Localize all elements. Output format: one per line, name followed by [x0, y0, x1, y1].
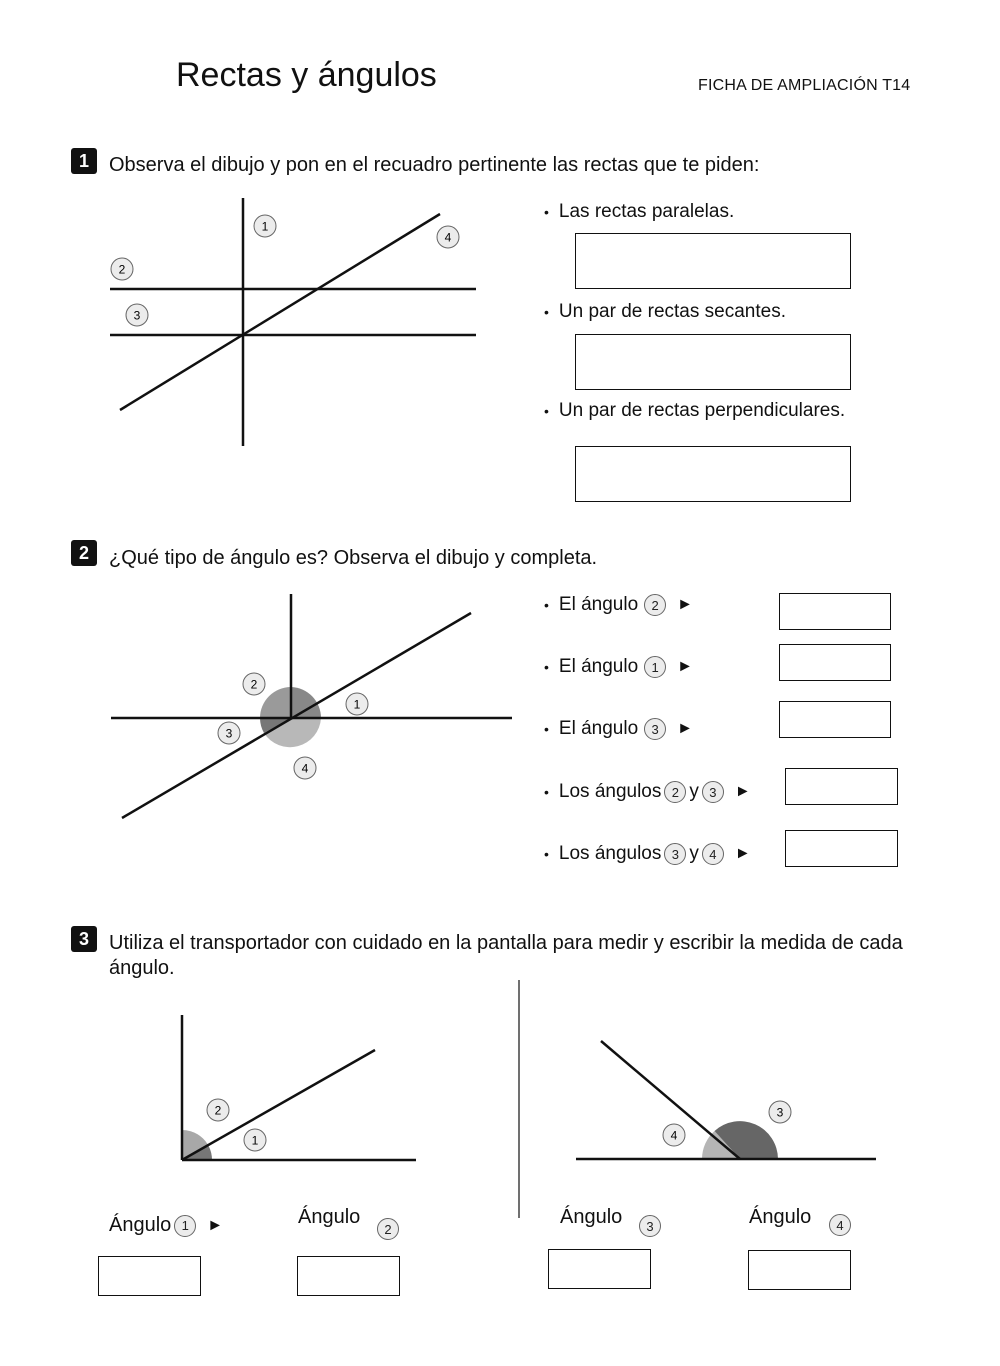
- ex2-item-pair-2-3: • Los ángulos 2 y 3 ►: [544, 781, 751, 802]
- exercise-3-number: 3: [71, 926, 97, 952]
- ex2-item-angle-3: • El ángulo 3 ►: [544, 718, 693, 739]
- svg-text:1: 1: [251, 1133, 259, 1148]
- exercise-1-instruction: Observa el dibujo y pon en el recuadro pertinente las rectas que te piden:: [109, 154, 760, 176]
- svg-text:2: 2: [214, 1103, 222, 1118]
- exercise-2-instruction: ¿Qué tipo de ángulo es? Observa el dibujo y completa.: [109, 547, 598, 569]
- fig-angle-label-4: [663, 1124, 685, 1146]
- ex3-label-angle-2: Ángulo: [298, 1206, 361, 1228]
- ex3-answer-angle-1-input[interactable]: [99, 1257, 200, 1295]
- ex1-item-perpendicular: • Un par de rectas perpendiculares.: [544, 400, 846, 421]
- svg-text:3: 3: [225, 726, 233, 741]
- ex2-item-angle-1: • El ángulo 1 ►: [544, 656, 693, 677]
- right-angle-figure: [576, 1041, 876, 1159]
- ex3-label-angle-2-badge: 2: [377, 1218, 399, 1240]
- ex3-label-angle-1: Ángulo 1 ►: [109, 1214, 224, 1236]
- ex3-label-angle-4: Ángulo: [749, 1206, 812, 1228]
- svg-text:3: 3: [133, 308, 141, 323]
- exercise-2-number: 2: [71, 540, 97, 566]
- svg-text:2: 2: [250, 677, 258, 692]
- fig-angle-label-2: [207, 1099, 229, 1121]
- svg-text:4: 4: [670, 1128, 678, 1143]
- ex1-item-secant: • Un par de rectas secantes.: [544, 301, 786, 322]
- ex3-answer-angle-1-box[interactable]: [98, 1256, 201, 1296]
- svg-text:2: 2: [118, 262, 126, 277]
- page-title: Rectas y ángulos: [176, 56, 437, 94]
- exercise-3-instruction: Utiliza el transportador con cuidado en la pantalla para medir y escribir la medida de cada ángulo.: [109, 932, 903, 979]
- ex1-item-parallel: • Las rectas paralelas.: [544, 201, 735, 222]
- svg-text:1: 1: [353, 697, 361, 712]
- ex2-item-pair-3-4: • Los ángulos 3 y 4 ►: [544, 843, 751, 864]
- svg-text:4: 4: [301, 761, 309, 776]
- ex3-answer-angle-2-input[interactable]: [298, 1257, 399, 1295]
- ex3-answer-angle-4-input[interactable]: [749, 1251, 850, 1289]
- sheet-code: FICHA DE AMPLIACIÓN T14: [698, 77, 911, 94]
- svg-text:4: 4: [444, 230, 452, 245]
- ex3-label-angle-4-badge: 4: [829, 1214, 851, 1236]
- ex3-label-angle-3: Ángulo: [560, 1206, 623, 1228]
- svg-text:1: 1: [261, 219, 269, 234]
- exercise-1-number: 1: [71, 148, 97, 174]
- ex3-answer-angle-3-input[interactable]: [549, 1250, 650, 1288]
- fig-angle-label-1: [244, 1129, 266, 1151]
- ex2-item-angle-2: • El ángulo 2 ►: [544, 594, 693, 615]
- ex3-label-angle-3-badge: 3: [639, 1215, 661, 1237]
- left-angle-figure: [182, 1015, 416, 1160]
- fig-angle-label-3: [769, 1101, 791, 1123]
- ex3-answer-angle-4-box[interactable]: [748, 1250, 851, 1290]
- ex3-answer-angle-2-box[interactable]: [297, 1256, 400, 1296]
- svg-text:3: 3: [776, 1105, 784, 1120]
- ex3-answer-angle-3-box[interactable]: [548, 1249, 651, 1289]
